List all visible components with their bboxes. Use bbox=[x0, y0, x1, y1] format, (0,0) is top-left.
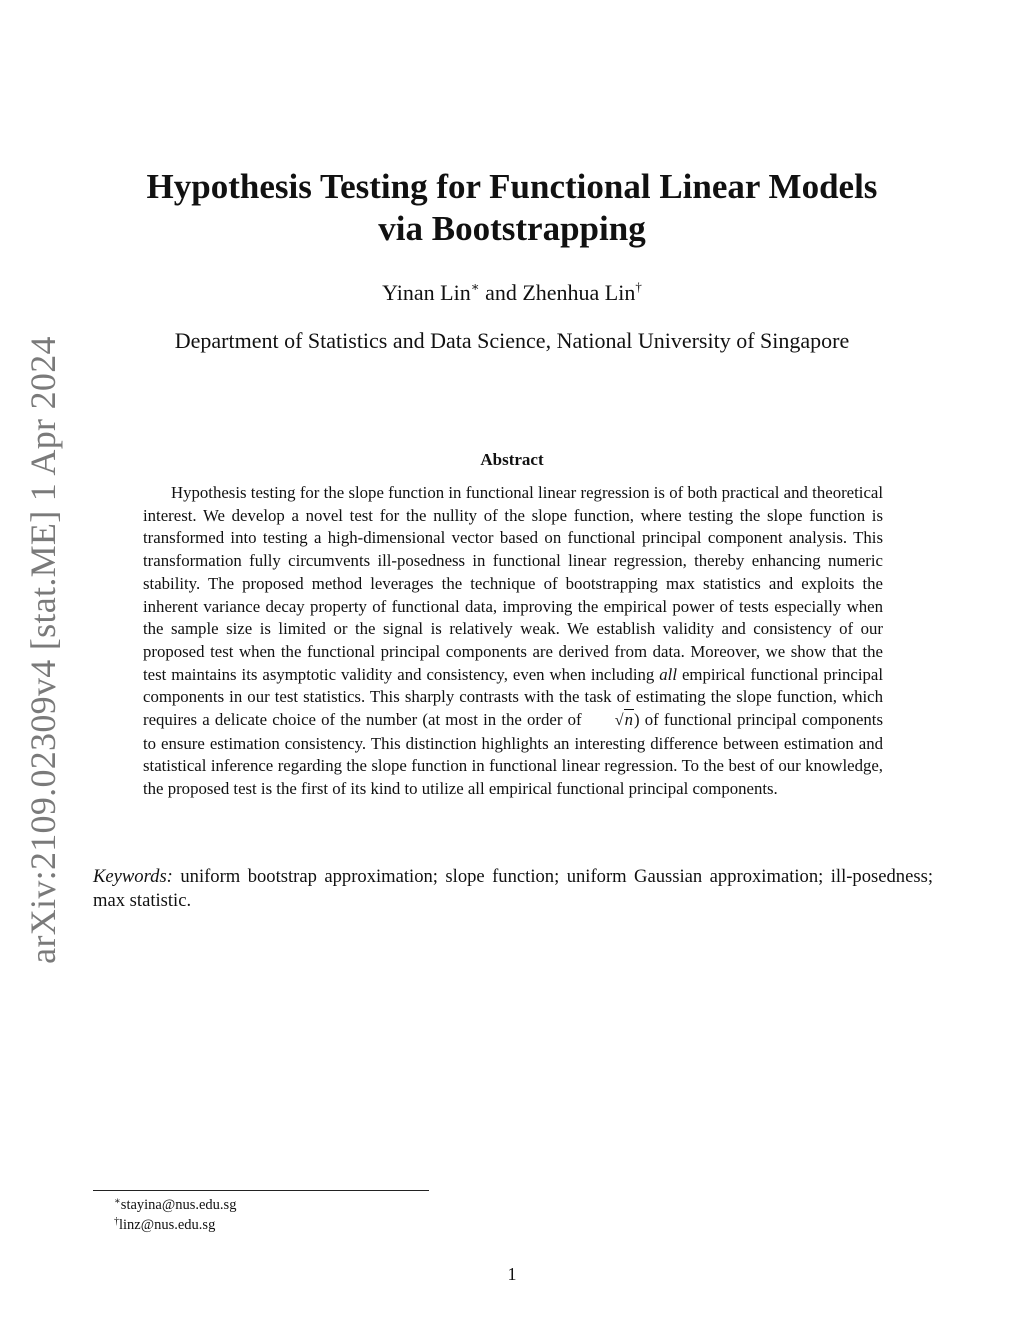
footnote-2-mark: † bbox=[114, 1216, 119, 1227]
abstract-text-part-2: empirical functional principal components in our test statistics. This sharply contrasts with the task of estimating the slope function, which requires a delicate choice of the number (at most in the order of bbox=[143, 664, 883, 730]
paper-title-line-2: via Bootstrapping bbox=[378, 209, 646, 248]
arxiv-identifier-stamp: arXiv:2109.02309v4 [stat.ME] 1 Apr 2024 bbox=[23, 336, 63, 964]
keywords-list: uniform bootstrap approximation; slope function; uniform Gaussian approximation; ill-posedness; max statistic. bbox=[93, 866, 933, 911]
footnote-author-1-email bbox=[114, 1195, 236, 1215]
sqrt-n-expression bbox=[587, 709, 634, 733]
sqrt-symbol: √ bbox=[614, 712, 624, 730]
author-affiliation: Department of Statistics and Data Science, National University of Singapore bbox=[174, 328, 850, 353]
paper-title-line-1: Hypothesis Testing for Functional Linear Models bbox=[146, 167, 878, 206]
abstract-body bbox=[143, 482, 883, 801]
footnote-1-email-text: stayina@nus.edu.sg bbox=[120, 1197, 237, 1213]
author-conjunction: and bbox=[479, 280, 523, 305]
footnote-author-2-email bbox=[114, 1215, 236, 1235]
keywords-label: Keywords: bbox=[93, 866, 173, 887]
author-1-name: Yinan Lin bbox=[382, 280, 471, 305]
page-number: 1 bbox=[507, 1264, 517, 1284]
footnote-2-email-text: linz@nus.edu.sg bbox=[119, 1217, 216, 1233]
abstract-text-part-1: Hypothesis testing for the slope function in functional linear regression is of both practical and theoretical interest. We develop a novel test for the nullity of the slope function, where testing the slope function is transformed into testing a high-dimensional vector based on functional principal component analysis. This transformation fully circumvents ill-posedness in functional linear regression, thereby enhancing numeric stability. The proposed method leverages the technique of bootstrapping max statistics and exploits the inherent variance decay property of functional data, improving the empirical power of tests especially when the sample size is limited or the signal is relatively weak. We establish validity and consistency of our proposed test when the functional principal components are derived from data. Moreover, we show that the test maintains its asymptotic validity and consistency, even when including bbox=[143, 483, 883, 684]
abstract-heading: Abstract bbox=[480, 450, 544, 469]
author-2-footnote-mark: † bbox=[635, 279, 642, 294]
keywords-section bbox=[93, 865, 933, 913]
paper-title bbox=[80, 166, 944, 250]
author-list bbox=[80, 279, 944, 307]
abstract-emphasis-all: all bbox=[659, 664, 677, 684]
abstract-text-part-3: ) of functional principal components to ensure estimation consistency. This distinction highlights an interesting difference between estimation and statistical inference regarding the slope function in functional linear regression. To the best of our knowledge, the proposed test is the first of its kind to utilize all empirical functional principal components. bbox=[143, 710, 884, 799]
author-2-name: Zhenhua Lin bbox=[522, 280, 636, 305]
footnote-divider bbox=[93, 1190, 429, 1191]
author-1-footnote-mark: ∗ bbox=[470, 279, 480, 294]
footnote-1-mark: ∗ bbox=[114, 1196, 121, 1207]
sqrt-argument: n bbox=[624, 710, 633, 730]
abstract-paragraph bbox=[143, 482, 883, 801]
footnotes bbox=[114, 1195, 236, 1235]
